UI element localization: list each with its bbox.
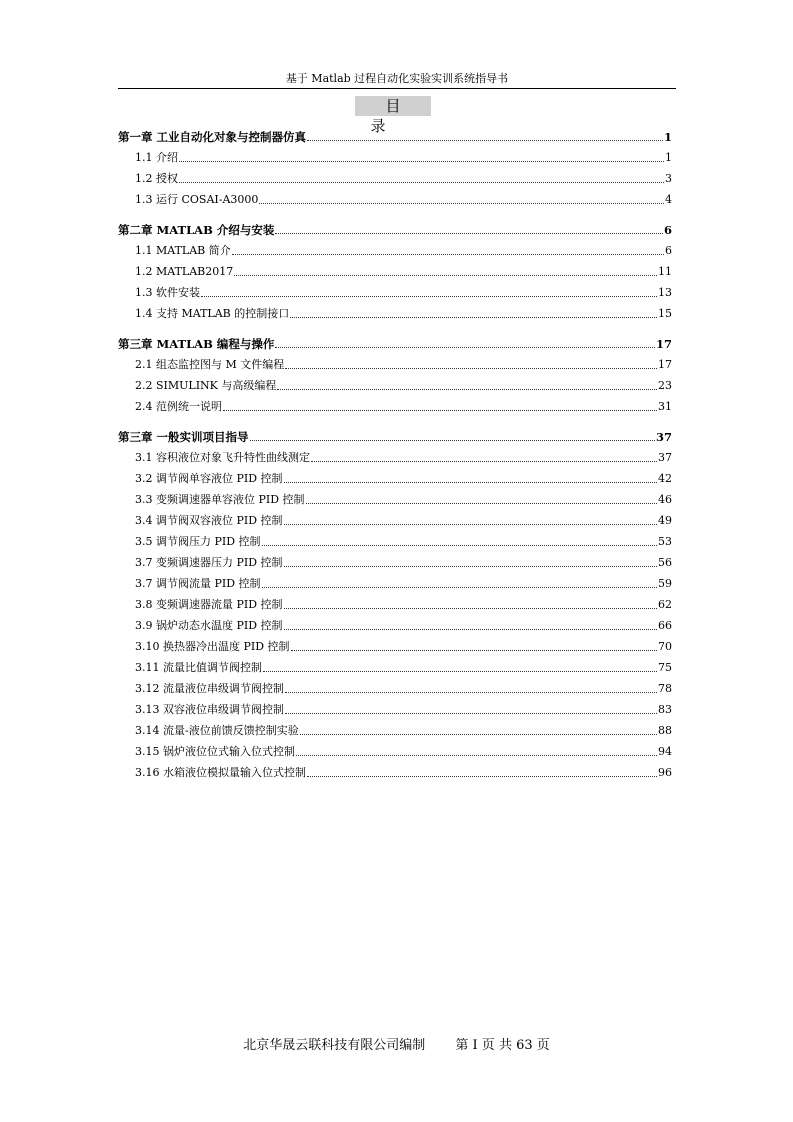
toc-entry-label: 第一章 工业自动化对象与控制器仿真 (118, 130, 307, 144)
toc-section-entry[interactable] (118, 759, 672, 780)
toc-entry-label: 3.15 锅炉液位位式输入位式控制 (135, 745, 295, 758)
toc-leader-dots (290, 303, 657, 318)
toc-entry-page: 4 (665, 193, 672, 206)
toc-entry-label: 3.8 变频调速器流量 PID 控制 (135, 598, 283, 611)
toc-entry-page: 1 (663, 130, 672, 144)
toc-entry-label: 3.14 流量-液位前馈反馈控制实验 (135, 724, 299, 737)
page-footer (0, 1038, 793, 1054)
toc-leader-dots (284, 594, 657, 609)
toc-entry-page: 13 (658, 286, 672, 299)
toc-section-entry[interactable] (118, 717, 672, 738)
toc-leader-dots (285, 678, 657, 693)
toc-section-entry[interactable] (118, 591, 672, 612)
toc-entry-label: 3.9 锅炉动态水温度 PID 控制 (135, 619, 283, 632)
toc-entry-label: 3.1 容积液位对象飞升特性曲线测定 (135, 451, 310, 464)
toc-leader-dots (201, 282, 657, 297)
toc-entry-label: 3.11 流量比值调节阀控制 (135, 661, 262, 674)
toc-entry-page: 88 (658, 724, 672, 737)
toc-leader-dots (259, 189, 664, 204)
toc-leader-dots (306, 489, 657, 504)
toc-entry-page: 66 (658, 619, 672, 632)
toc-leader-dots (250, 426, 655, 441)
toc-leader-dots (285, 699, 657, 714)
toc-leader-dots (284, 552, 657, 567)
toc-leader-dots (275, 333, 655, 348)
toc-entry-page: 78 (658, 682, 672, 695)
toc-entry-page: 42 (658, 472, 672, 485)
toc-entry-label: 第三章 MATLAB 编程与操作 (118, 337, 275, 351)
toc-leader-dots (285, 354, 657, 369)
toc-leader-dots (307, 762, 657, 777)
toc-entry-page: 70 (658, 640, 672, 653)
footer-company: 北京华晟云联科技有限公司编制 (243, 1038, 426, 1053)
toc-entry-page: 1 (665, 151, 672, 164)
toc-entry-label: 3.13 双容液位串级调节阀控制 (135, 703, 284, 716)
toc-entry-label: 1.3 运行 COSAI-A3000 (135, 193, 259, 206)
running-header: 基于 Matlab 过程自动化实验实训系统指导书 (285, 72, 509, 85)
toc-entry-page: 83 (658, 703, 672, 716)
footer-page-info: 第 I 页 共 63 页 (455, 1038, 550, 1053)
toc-section-entry[interactable] (118, 696, 672, 717)
toc-section-entry[interactable] (118, 279, 672, 300)
toc-section-entry[interactable] (118, 393, 672, 414)
toc-entry-page: 62 (658, 598, 672, 611)
toc-entry-page: 17 (658, 358, 672, 371)
toc-entry-label: 3.3 变频调速器单容液位 PID 控制 (135, 493, 305, 506)
toc-entry-page: 6 (665, 244, 672, 257)
toc-leader-dots (284, 510, 657, 525)
toc-entry-page: 6 (663, 223, 672, 237)
toc-leader-dots (296, 741, 657, 756)
toc-entry-page: 96 (658, 766, 672, 779)
toc-entry-label: 1.4 支持 MATLAB 的控制接口 (135, 307, 290, 320)
toc-entry-label: 1.2 授权 (135, 172, 178, 185)
toc-entry-page: 49 (658, 514, 672, 527)
toc-section-entry[interactable] (118, 237, 672, 258)
toc-leader-dots (277, 375, 657, 390)
toc-section-entry[interactable] (118, 444, 672, 465)
toc-section-entry[interactable] (118, 165, 672, 186)
toc-entry-page: 15 (658, 307, 672, 320)
toc-leader-dots (232, 240, 664, 255)
toc-entry-page: 11 (658, 265, 672, 278)
header-rule (118, 88, 676, 89)
toc-entry-label: 3.16 水箱液位模拟量输入位式控制 (135, 766, 306, 779)
toc-entry-page: 23 (658, 379, 672, 392)
toc-entry-label: 1.2 MATLAB2017 (135, 265, 234, 278)
toc-entry-label: 第三章 一般实训项目指导 (118, 430, 249, 444)
toc-leader-dots (263, 657, 657, 672)
toc-section-entry[interactable] (118, 738, 672, 759)
toc-entry-label: 2.4 范例统一说明 (135, 400, 222, 413)
toc-entry-page: 37 (655, 430, 672, 444)
toc-entry-label: 1.1 MATLAB 简介 (135, 244, 231, 257)
toc-leader-dots (284, 468, 657, 483)
toc-section-entry[interactable] (118, 612, 672, 633)
toc-section-entry[interactable] (118, 633, 672, 654)
toc-entry-page: 75 (658, 661, 672, 674)
toc-section-entry[interactable] (118, 372, 672, 393)
toc-leader-dots (262, 531, 657, 546)
toc-entry-page: 3 (665, 172, 672, 185)
toc-chapter-entry[interactable] (118, 207, 672, 237)
toc-entry-page: 53 (658, 535, 672, 548)
toc-entry-page: 37 (658, 451, 672, 464)
toc-leader-dots (179, 168, 664, 183)
toc-entry-label: 3.7 变频调速器压力 PID 控制 (135, 556, 283, 569)
toc-entry-label: 3.5 调节阀压力 PID 控制 (135, 535, 261, 548)
toc-entry-label: 3.10 换热器冷出温度 PID 控制 (135, 640, 290, 653)
toc-leader-dots (275, 219, 663, 234)
toc-chapter-entry[interactable] (118, 321, 672, 351)
toc-leader-dots (311, 447, 657, 462)
toc-entry-label: 2.1 组态监控图与 M 文件编程 (135, 358, 285, 371)
toc-section-entry[interactable] (118, 351, 672, 372)
toc-entry-label: 3.2 调节阀单容液位 PID 控制 (135, 472, 283, 485)
toc-leader-dots (262, 573, 657, 588)
toc-entry-label: 3.4 调节阀双容液位 PID 控制 (135, 514, 283, 527)
toc-leader-dots (291, 636, 657, 651)
toc-section-entry[interactable] (118, 654, 672, 675)
toc-chapter-entry[interactable] (118, 122, 672, 144)
toc-entry-page: 46 (658, 493, 672, 506)
toc-leader-dots (223, 396, 657, 411)
toc-entry-page: 59 (658, 577, 672, 590)
toc-leader-dots (300, 720, 657, 735)
toc-entry-label: 3.7 调节阀流量 PID 控制 (135, 577, 261, 590)
toc-leader-dots (284, 615, 657, 630)
toc-title: 目录 (355, 96, 431, 116)
toc-entry-label: 1.3 软件安装 (135, 286, 200, 299)
toc-entry-page: 17 (655, 337, 672, 351)
toc-entry-label: 第二章 MATLAB 介绍与安装 (118, 223, 275, 237)
table-of-contents (118, 122, 672, 780)
toc-entry-page: 56 (658, 556, 672, 569)
toc-entry-page: 94 (658, 745, 672, 758)
toc-leader-dots (307, 126, 663, 141)
toc-section-entry[interactable] (118, 549, 672, 570)
toc-section-entry[interactable] (118, 486, 672, 507)
toc-chapter-entry[interactable] (118, 414, 672, 444)
toc-entry-label: 1.1 介绍 (135, 151, 178, 164)
toc-section-entry[interactable] (118, 528, 672, 549)
toc-section-entry[interactable] (118, 675, 672, 696)
toc-section-entry[interactable] (118, 465, 672, 486)
toc-section-entry[interactable] (118, 570, 672, 591)
toc-entry-label: 2.2 SIMULINK 与高级编程 (135, 379, 277, 392)
toc-section-entry[interactable] (118, 507, 672, 528)
toc-entry-page: 31 (658, 400, 672, 413)
toc-section-entry[interactable] (118, 186, 672, 207)
toc-section-entry[interactable] (118, 258, 672, 279)
toc-section-entry[interactable] (118, 144, 672, 165)
toc-section-entry[interactable] (118, 300, 672, 321)
toc-leader-dots (179, 147, 664, 162)
toc-leader-dots (234, 261, 657, 276)
toc-entry-label: 3.12 流量液位串级调节阀控制 (135, 682, 284, 695)
